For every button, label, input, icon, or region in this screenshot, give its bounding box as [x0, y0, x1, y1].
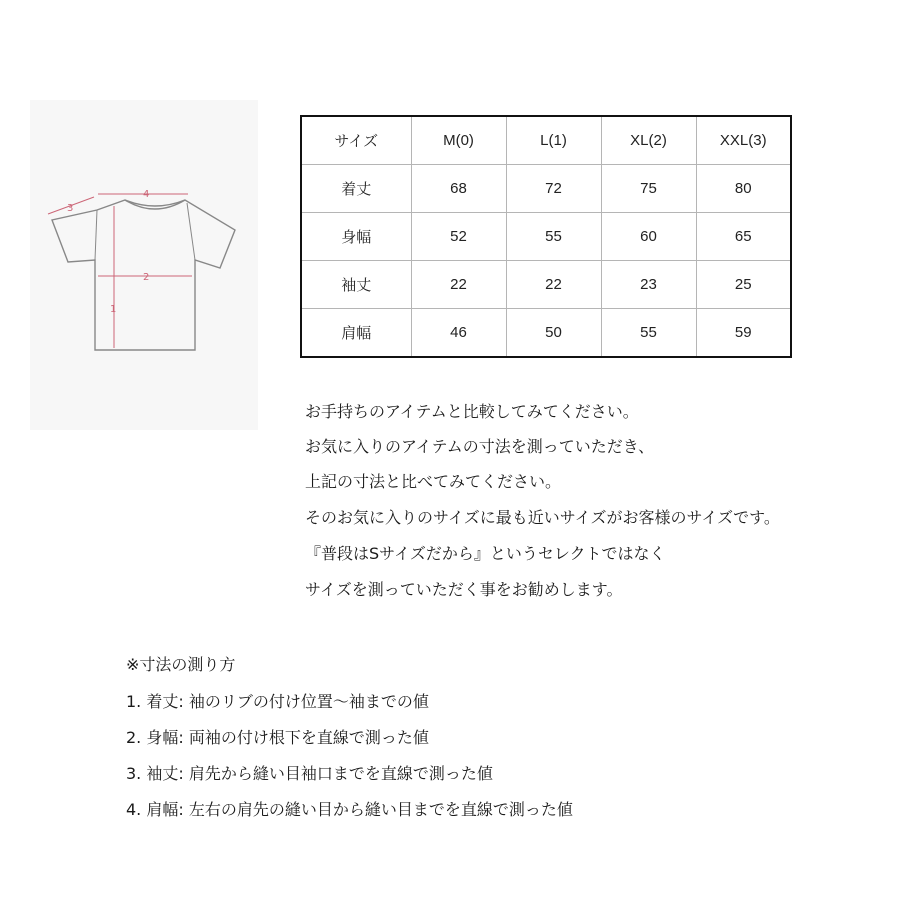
- table-cell: 60: [601, 213, 696, 261]
- collar: [125, 200, 185, 209]
- table-cell: 55: [506, 213, 601, 261]
- diagram-label-4: 4: [143, 189, 150, 200]
- table-cell: 23: [601, 261, 696, 309]
- diagram-label-1: 1: [110, 304, 117, 315]
- header-cell: サイズ: [301, 116, 411, 165]
- table-cell: 68: [411, 165, 506, 213]
- note-line: サイズを測っていただく事をお勧めします。: [305, 580, 623, 599]
- diagram-label-2: 2: [143, 272, 150, 283]
- header-cell: L(1): [506, 116, 601, 165]
- table-cell: 25: [696, 261, 791, 309]
- table-cell: 22: [506, 261, 601, 309]
- note-line: お手持ちのアイテムと比較してみてください。: [305, 402, 639, 421]
- measurement-item: 4. 肩幅: 左右の肩先の縫い目から縫い目までを直線で測った値: [126, 800, 573, 819]
- table-cell: 80: [696, 165, 791, 213]
- row-label: 肩幅: [301, 309, 411, 358]
- measurement-item: 1. 着丈: 袖のリブの付け位置〜袖までの値: [126, 692, 429, 711]
- header-cell: XL(2): [601, 116, 696, 165]
- table-cell: 52: [411, 213, 506, 261]
- table-cell: 46: [411, 309, 506, 358]
- size-table: [300, 115, 792, 358]
- left-sleeve-seam: [95, 210, 97, 260]
- tshirt-outline: [30, 100, 258, 430]
- table-row: [301, 309, 791, 358]
- table-cell: 50: [506, 309, 601, 358]
- note-line: 『普段はSサイズだから』というセレクトではなく: [305, 544, 666, 563]
- table-cell: 72: [506, 165, 601, 213]
- table-header-row: [301, 116, 791, 165]
- measurement-item: 2. 身幅: 両袖の付け根下を直線で測った値: [126, 728, 429, 747]
- table-cell: 22: [411, 261, 506, 309]
- table-cell: 75: [601, 165, 696, 213]
- measurement-title: ※寸法の測り方: [126, 655, 236, 674]
- row-label: 着丈: [301, 165, 411, 213]
- header-cell: M(0): [411, 116, 506, 165]
- header-cell: XXL(3): [696, 116, 791, 165]
- table-row: [301, 165, 791, 213]
- row-label: 身幅: [301, 213, 411, 261]
- note-line: そのお気に入りのサイズに最も近いサイズがお客様のサイズです。: [305, 508, 780, 527]
- table-row: [301, 213, 791, 261]
- note-line: 上記の寸法と比べてみてください。: [305, 472, 562, 491]
- measurement-item: 3. 袖丈: 肩先から縫い目袖口までを直線で測った値: [126, 764, 493, 783]
- table-row: [301, 261, 791, 309]
- diagram-label-3: 3: [67, 203, 74, 214]
- right-sleeve-seam: [187, 203, 195, 260]
- note-line: お気に入りのアイテムの寸法を測っていただき、: [305, 437, 655, 456]
- table-cell: 55: [601, 309, 696, 358]
- tshirt-diagram: [30, 100, 258, 430]
- table-cell: 65: [696, 213, 791, 261]
- row-label: 袖丈: [301, 261, 411, 309]
- table-cell: 59: [696, 309, 791, 358]
